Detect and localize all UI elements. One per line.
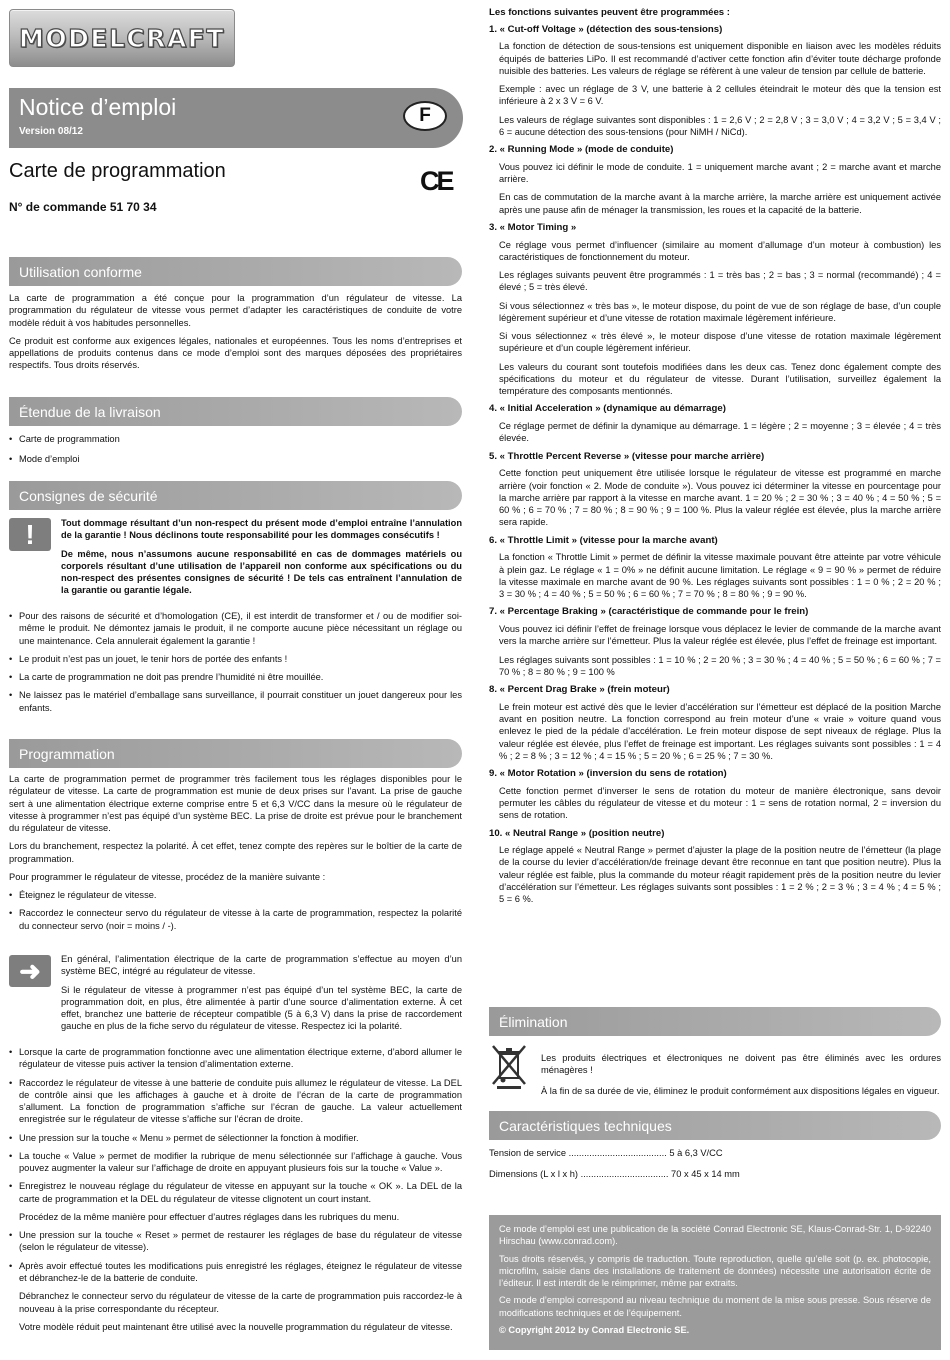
section-header-safety (9, 481, 462, 510)
functions-intro: Les fonctions suivantes peuvent être programmées : (489, 7, 730, 18)
notice-title: Notice d’emploi (19, 94, 177, 120)
section-title: Caractéristiques techniques (499, 1117, 672, 1134)
function-paragraph: Les réglages suivants sont possibles : 1 = 10 % ; 2 = 20 % ; 3 = 30 % ; 4 = 40 % ; 5 = 50 % ; 6 = 60 % ; 7 = 70 % ; 8 = 80 % ; 9 = 100 % (499, 654, 941, 677)
function-paragraph: Vous pouvez ici définir le mode de conduite. 1 = uniquement marche avant ; 2 = marche avant et marche arrière. (499, 161, 941, 185)
warning-paragraph: Tout dommage résultant d’un non-respect du présent mode d’emploi entraîne l’annulation de la garantie ! Nous déclinons toute responsabilité pour les dommages consécutifs ! (61, 518, 462, 541)
list-item: • Une pression sur la touche « Reset » permet de restaurer les réglages de base du régulateur de vitesse (selon le régulateur de vitesse). (9, 1229, 462, 1254)
list-item: • Ne laissez pas le matériel d’emballage sans surveillance, il pourrait constituer un jouet dangereux pour les enfants. (9, 689, 462, 714)
list-item: • Le produit n’est pas un jouet, le tenir hors de portée des enfants ! (9, 653, 462, 665)
exclamation-icon: ! (9, 518, 51, 551)
footer-paragraph: Ce mode d’emploi correspond au niveau technique du moment de la mise sous presse. Sous réserve de modifications techniques et de l’équipement. (499, 1295, 931, 1318)
function-paragraph: Ce réglage vous permet d’influencer (similaire au moment d’allumage d’un moteur à combustion) les caractéristiques de fonctionnement du moteur. (499, 239, 941, 262)
function-body (489, 161, 941, 216)
functions-list (489, 7, 941, 912)
function-paragraph: Cette fonction peut uniquement être utilisée lorsque le régulateur de vitesse est programmé en marche arrière (voir fonction « 2. Mode de conduite »). Vous pouvez ici déterminer la vitesse en pourcentage pour la marche arrière par rapport à la vitesse en marche avant. 1 = 20 % ; 2 = 30 % ; 3 = 40 % ; 4 = 50 % ; 5 = 60 % ; 6 = 70 % ; 7 = 80 % ; 8 = 90 % ; 9 = 100 %. Plus la valeur réglée est élevée, plus la marche arrière sera rapide. (499, 468, 941, 528)
function-body (489, 420, 941, 445)
function-heading: 8. « Percent Drag Brake » (frein moteur) (489, 684, 670, 696)
list-item: • Raccordez le régulateur de vitesse à une batterie de conduite puis allumez le régulateur de vitesse. La DEL de contrôle ainsi que les affichages à gauche et à droite de l’écran de la carte de programmation s’allument. La fonction de programmation s’affiche sur l’écran de gauche. La valeur actuellement enregistrée sur le régulateur de vitesse s’affiche sur l’écran de droite. (9, 1077, 462, 1126)
section-title: Consignes de sécurité (19, 487, 158, 504)
crossed-bin-icon (489, 1042, 529, 1090)
programming-body (9, 773, 462, 938)
function-heading: 2. « Running Mode » (mode de conduite) (489, 144, 674, 156)
list-item: • La touche « Value » permet de modifier la rubrique de menu sélectionnée sur l’affichage à gauche. Vous pouvez augmenter la valeur sur l’affichage de droite en appuyant plusieurs fois sur la touche « Value ». (9, 1150, 462, 1175)
function-paragraph: Le frein moteur est activé dès que le levier d’accélération sur l’émetteur est déplacé de la position Marche avant en position neutre. La fonction correspond au frein moteur d’une « vraie » voiture quand vous enlevez le pied de la pédale d’accélération. Le frein moteur dispose de sept niveaux de réglage. Plus la valeur réglée est élevée, plus l’effet de freinage est important. Les réglages suivants sont possibles : 1 = 4 % ; 2 = 8 % ; 3 = 12 % ; 4 = 15 % ; 5 = 20 % ; 6 = 25 % ; 7 = 30 %. (499, 701, 941, 761)
function-heading: 6. « Throttle Limit » (vitesse pour la marche avant) (489, 534, 718, 546)
function-heading: 4. « Initial Acceleration » (dynamique au démarrage) (489, 403, 726, 415)
spec-dots: ...................................... (566, 1148, 667, 1158)
safety-list (9, 610, 462, 720)
usage-body (9, 292, 462, 378)
function-paragraph: Exemple : avec un réglage de 3 V, une batterie à 2 cellules éteindrait le moteur dès que la tension est inférieure à 2 x 3 V = 6 V. (499, 84, 941, 107)
function-body (489, 623, 941, 678)
programming-paragraph: Procédez de la même manière pour effectuer d’autres réglages dans les rubriques du menu. (19, 1211, 400, 1222)
disposal-body (541, 1052, 941, 1103)
function-body (489, 701, 941, 762)
function-heading: 9. « Motor Rotation » (inversion du sens de rotation) (489, 768, 727, 780)
language-badge: F (403, 101, 447, 131)
programming-paragraph: La carte de programmation permet de programmer très facilement tous les réglages disponibles pour le régulateur de vitesse. La carte de programmation est munie de deux prises sur l’avant. La prise de gauche sert à une alimentation électrique externe comprise entre 5 et 6,3 V/CC dans la mesure où le régulateur de vitesse à programmer n’est pas équipé d’un système BEC. La prise de droite est prévue pour le branchement du régulateur de vitesse. (9, 774, 462, 834)
function-body (489, 551, 941, 600)
list-item: • Pour des raisons de sécurité et d’homologation (CE), il est interdit de transformer et / ou de modifier soi-même le produit. Ne démontez jamais le produit, il ne comporte aucune pièce nécessitant un réglage ou une maintenance. Cela annulerait également la garantie ! (9, 610, 462, 647)
function-heading: 5. « Throttle Percent Reverse » (vitesse pour marche arrière) (489, 450, 765, 462)
function-body (489, 467, 941, 528)
order-number: N° de commande 51 70 34 (9, 200, 157, 214)
delivery-body (9, 433, 462, 472)
section-title: Programmation (19, 745, 115, 762)
copyright: © Copyright 2012 by Conrad Electronic SE. (499, 1324, 690, 1335)
warning-paragraph: De même, nous n’assumons aucune responsabilité en cas de dommages matériels ou corporels résultant d’une utilisation de l’appareil non conforme aux spécifications ou du non-respect des présentes consignes de sécurité ! De tels cas entraînent l’annulation de la garantie ou garantie légale. (61, 548, 462, 596)
section-title: Élimination (499, 1013, 568, 1030)
function-paragraph: Vous pouvez ici définir l’effet de freinage lorsque vous déplacez le levier de commande de la marche avant vers la marche arrière sur l’émetteur. Plus la valeur réglée est élevée, plus l’effet de freinage est important. (499, 624, 941, 647)
list-item: • Lorsque la carte de programmation fonctionne avec une alimentation électrique externe, d’abord allumer le régulateur de vitesse puis activer la tension d’alimentation externe. (9, 1046, 462, 1071)
footer-paragraph: Tous droits réservés, y compris de traduction. Toute reproduction, quelle qu’elle soit (p. ex. photocopie, microfilm, saisie dans des installations de traitement de données) nécessite une autorisation écrite de l’éditeur. Il est interdit de le réimprimer, même par extraits. (499, 1253, 931, 1289)
programming-paragraph: Débranchez le connecteur servo du régulateur de vitesse de la carte de programmation puis raccordez-le à nouveau à la prise correspondante du récepteur. (19, 1291, 462, 1314)
function-paragraph: Si vous sélectionnez « très bas », le moteur dispose, du point de vue de son réglage de base, d’un couple légèrement supérieur et d’une vitesse de rotation maximale légèrement inférieure. (499, 300, 941, 323)
function-paragraph: En cas de commutation de la marche avant à la marche arrière, la marche arrière est uniquement activée après une pause afin de ménager la transmission, les roues et la capacité de la batterie. (499, 192, 941, 215)
spec-label: Tension de service (489, 1148, 566, 1158)
programming-paragraph: Votre modèle réduit peut maintenant être utilisé avec la nouvelle programmation du régulateur de vitesse. (19, 1321, 453, 1332)
usage-paragraph: Ce produit est conforme aux exigences légales, nationales et européennes. Tous les noms d’entreprises et appellations de produits contenus dans ce mode d’emploi sont des marques déposées des propriétaires respectifs. Tous droits réservés. (9, 335, 462, 371)
spec-label: Dimensions (L x l x h) (489, 1169, 579, 1180)
disposal-paragraph: À la fin de sa durée de vie, éliminez le produit conformément aux dispositions légales en vigueur. (541, 1085, 940, 1096)
list-item: • Une pression sur la touche « Menu » permet de sélectionner la fonction à modifier. (9, 1132, 462, 1144)
function-paragraph: Ce réglage permet de définir la dynamique au démarrage. 1 = légère ; 2 = moyenne ; 3 = élevée ; 4 = très élevée. (499, 421, 941, 444)
document-title: Carte de programmation (9, 160, 226, 182)
list-item: • Éteignez le régulateur de vitesse. (9, 889, 462, 901)
spec-value: 5 à 6,3 V/CC (666, 1148, 723, 1158)
section-header-specs (489, 1111, 941, 1140)
specs-table (489, 1147, 941, 1180)
publisher-footer (489, 1215, 941, 1350)
safety-warning (61, 517, 462, 603)
function-paragraph: Le réglage appelé « Neutral Range » permet d’ajuster la plage de la position neutre de l’émetteur (la plage de la course du levier d’accélération/de freinage devant être reconnue en tant que position neutre). Plus la valeur réglée est faible, plus la commande du moteur réagit rapidement près de la position neutre du levier d’accélération sur l’émetteur. Les réglages suivants sont possibles : 1 = 2 % ; 2 = 3 % ; 3 = 4 % ; 4 = 5 % ; 5 = 6 %. (499, 845, 941, 905)
usage-paragraph: La carte de programmation a été conçue pour la programmation d’un régulateur de vitesse. La programmation du régulateur de vitesse vous permet d’adapter les caractéristiques de conduite de votre modèle réduit à vos habitudes personnelles. (9, 293, 462, 328)
disposal-paragraph: Les produits électriques et électroniques ne doivent pas être éliminés avec les ordures ménagères ! (541, 1053, 941, 1076)
list-item: • Mode d’emploi (9, 453, 462, 465)
function-paragraph: Si vous sélectionnez « très élevé », le moteur dispose d’une vitesse de rotation maximale légèrement supérieure et d’un couple légèrement inférieur. (499, 331, 941, 354)
section-header-disposal (489, 1007, 941, 1036)
function-paragraph: Les valeurs de réglage suivantes sont disponibles : 1 = 2,6 V ; 2 = 2,8 V ; 3 = 3,0 V ; 4 = 3,2 V ; 5 = 3,4 V ; 6 = aucune détection des sous-tensions (pour NiMH / NiCd). (499, 114, 941, 137)
spec-row (489, 1168, 941, 1180)
function-body (489, 844, 941, 905)
spec-dots: .................................. (578, 1169, 669, 1180)
ce-mark: CE (420, 166, 452, 196)
programming-paragraph: Lors du branchement, respectez la polarité. À cet effet, tenez compte des repères sur le boîtier de la carte de programmation. (9, 841, 462, 864)
version-label: Version 08/12 (19, 126, 83, 137)
programming-note (61, 953, 462, 1039)
list-item: • Raccordez le connecteur servo du régulateur de vitesse à la carte de programmation, respectez la polarité du connecteur servo (noir = moins / -). (9, 907, 462, 932)
function-paragraph: Les valeurs du courant sont toutefois modifiées dans les deux cas. Tenez donc également compte des spécifications du moteur et du régulateur de vitesse. Durant l’utilisation, surveillez également la température des composants mentionnés. (499, 361, 941, 397)
brand-logo (9, 9, 235, 67)
function-heading: 3. « Motor Timing » (489, 221, 577, 233)
function-paragraph: Cette fonction permet d’inverser le sens de rotation du moteur de manière électronique, sans devoir permuter les câbles du régulateur de vitesse et du moteur : 1 = sens de rotation normal, 2 = inversion du sens de rotation. (499, 785, 941, 821)
programming-paragraph: Pour programmer le régulateur de vitesse, procédez de la manière suivante : (9, 871, 326, 882)
function-heading: 10. « Neutral Range » (position neutre) (489, 827, 665, 839)
section-header-usage (9, 257, 462, 286)
notice-banner (9, 88, 463, 148)
function-body (489, 785, 941, 822)
arrow-right-icon: ➜ (9, 955, 51, 987)
section-header-delivery (9, 397, 462, 426)
list-item: • La carte de programmation ne doit pas prendre l’humidité ni être mouillée. (9, 671, 462, 683)
function-body (489, 40, 941, 138)
section-header-programming (9, 739, 462, 768)
brand-logo-text: MODELCRAFT (19, 23, 225, 53)
function-paragraph: La fonction de détection de sous-tensions est uniquement disponible en liaison avec les modèles réduits équipés de batteries LiPo. Il est recommandé d’activer cette fonction afin d’éviter toute décharge profonde nuisible des batteries. Les valeurs de réglage se réfèrent à une valeur de tension par cellule de batterie. (499, 41, 941, 76)
function-heading: 7. « Percentage Braking » (caractéristique de commande pour le frein) (489, 606, 809, 618)
section-title: Utilisation conforme (19, 263, 142, 280)
footer-paragraph: Ce mode d’emploi est une publication de la société Conrad Electronic SE, Klaus-Conrad-Str. 1, D-92240 Hirschau (www.conrad.com). (499, 1224, 931, 1247)
list-item: • Enregistrez le nouveau réglage du régulateur de vitesse en appuyant sur la touche « OK ». La DEL de la carte de programmation et la DEL du régulateur de vitesse clignotent un court instant. (9, 1180, 462, 1205)
note-paragraph: Si le régulateur de vitesse à programmer n’est pas équipé d’un tel système BEC, la carte de programmation doit, en plus, être alimentée à partir d’une source d’alimentation externe. À cet effet, branchez une batterie de récepteur compatible (5 à 6,3 V) dans la prise de raccordement gauche en plus de la fiche servo du régulateur de vitesse. Respectez ici la polarité. (61, 984, 462, 1032)
list-item: • Après avoir effectué toutes les modifications puis enregistré les réglages, éteignez le régulateur de vitesse et débranchez-le de la batterie de conduite. (9, 1260, 462, 1285)
function-heading: 1. « Cut-off Voltage » (détection des sous-tensions) (489, 23, 723, 35)
list-item: • Carte de programmation (9, 433, 462, 445)
note-paragraph: En général, l’alimentation électrique de la carte de programmation s’effectue au moyen d’un système BEC, intégré au régulateur de vitesse. (61, 954, 462, 977)
spec-value: 70 x 45 x 14 mm (668, 1169, 740, 1180)
function-body (489, 239, 941, 398)
section-title: Étendue de la livraison (19, 403, 161, 420)
programming-steps (9, 1046, 462, 1339)
function-paragraph: Les réglages suivants peuvent être programmés : 1 = très bas ; 2 = bas ; 3 = normal (recommandé) ; 4 = élevé ; 5 = très élevé. (499, 270, 941, 293)
spec-row (489, 1147, 941, 1159)
function-paragraph: La fonction « Throttle Limit » permet de définir la vitesse maximale pouvant être atteinte par votre véhicule à plein gaz. Le réglage « 1 = 0% » ne définit aucune limitation. Le réglage « 9 = 90 % » permet de réduire la vitesse maximale en marche avant de 90 %. Les réglages suivants sont possibles : 1 = 0 % ; 2 = 20 % ; 3 = 30 % ; 4 = 40 % ; 5 = 50 % ; 6 = 60 % ; 7 = 70 % ; 8 = 80 % ; 9 = 90 %. (499, 552, 941, 600)
